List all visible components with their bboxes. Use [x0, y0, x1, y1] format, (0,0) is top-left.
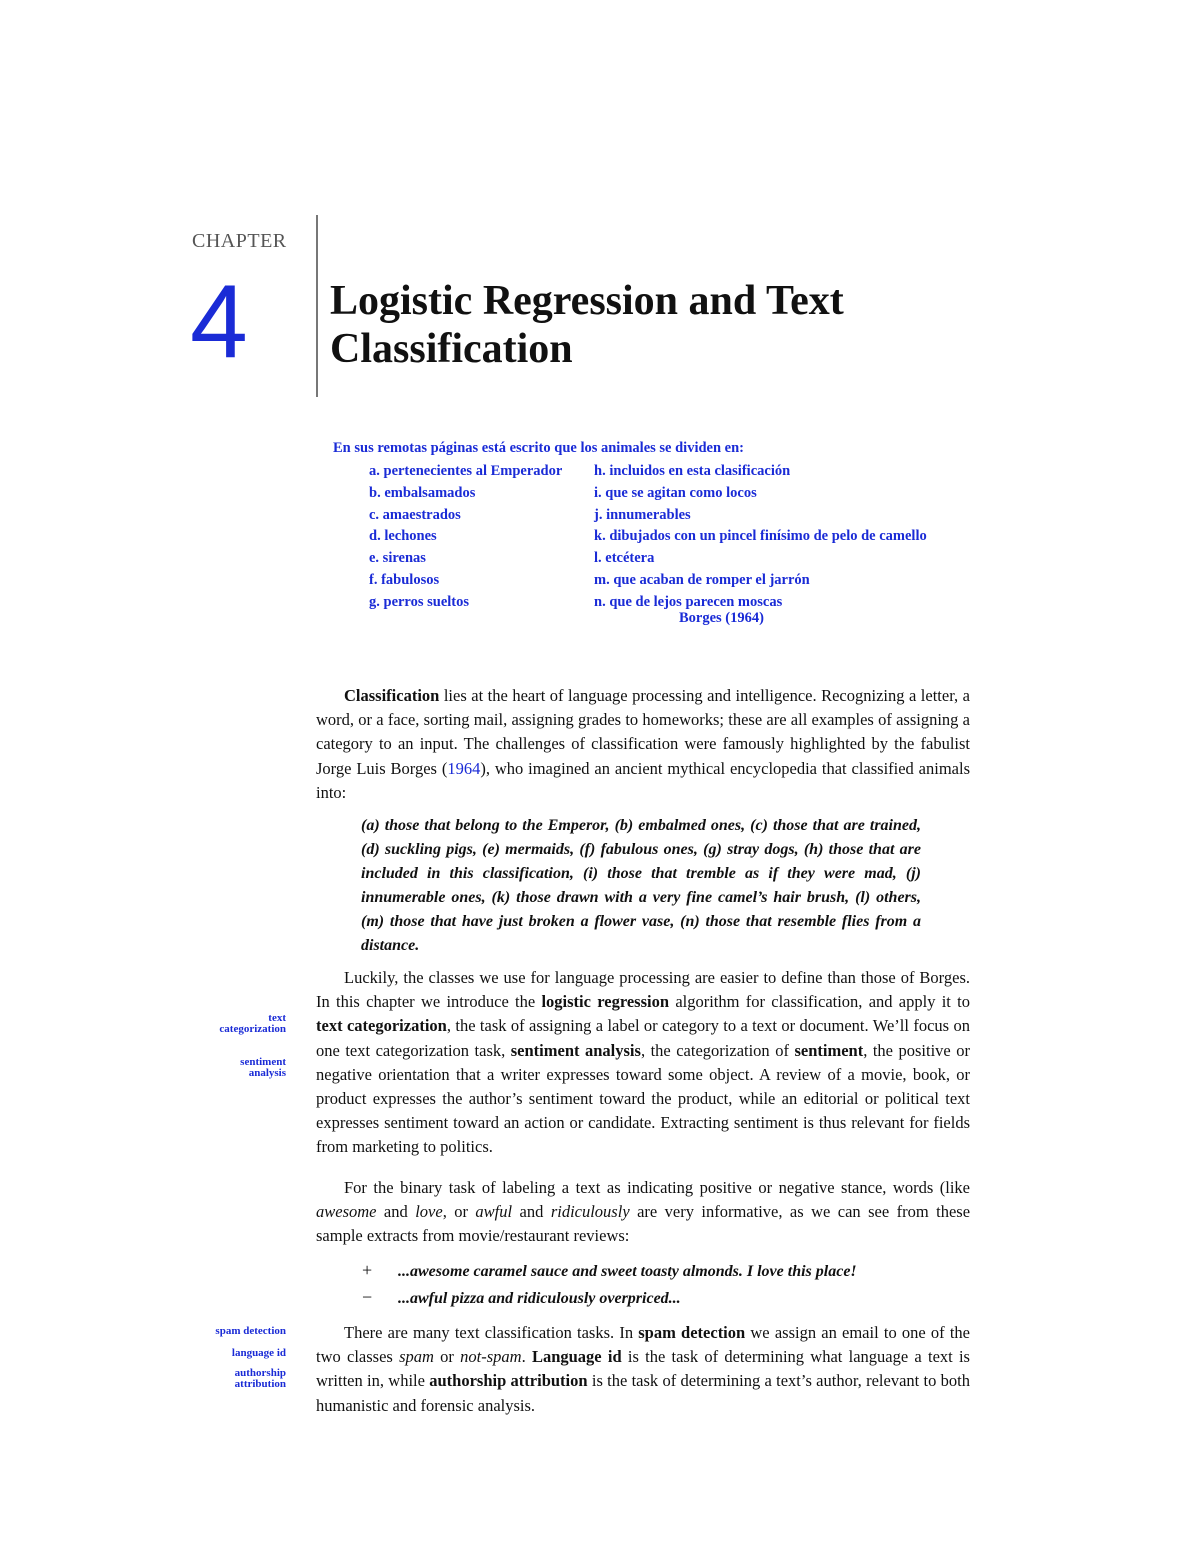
- paragraph-classification-tasks: [316, 1321, 970, 1418]
- keyword-logistic-regression: logistic regression: [541, 992, 670, 1012]
- para3-text: For the binary task of labeling a text as indicating positive or negative stance, words (like: [344, 1178, 970, 1197]
- citation-link[interactable]: 1964: [447, 758, 481, 778]
- para4-text: we assign an email to one of the two classes: [316, 1323, 970, 1367]
- keyword-classification: Classification: [344, 686, 440, 705]
- epigraph-item: h. incluidos en esta clasificación: [594, 463, 791, 479]
- margin-note-line: analysis: [248, 1067, 286, 1079]
- para2-text: , the positive or negative orientation that a writer expresses toward some object. A review of a movie, book, or product expresses the author’s sentiment toward the product, while an editorial or political text expresses sentiment toward an action or candidate. Extracting sentiment is thus relevant for fields from marketing to politics.: [316, 1040, 970, 1157]
- chapter-divider: [316, 215, 318, 397]
- example-negative: [362, 1287, 681, 1308]
- para3-text: are very informative, as we can see from these sample extracts from movie/restaurant reviews:: [316, 1202, 971, 1246]
- emphasis-love: love: [415, 1202, 443, 1222]
- para2-text: Luckily, the classes we use for language processing are easier to define than those of Borges. In this chapter we introduce the: [316, 968, 970, 1012]
- keyword-sentiment: sentiment: [794, 1040, 864, 1060]
- para4-text: or: [433, 1347, 461, 1367]
- para3-text: , or: [442, 1202, 476, 1222]
- para1-text-a: lies at the heart of language processing and intelligence. Recognizing a letter, a word, or a face, sorting mail, assigning grades to homeworks; these are all examples of assigning a category to an input. The challenges of classification were famously highlighted by the fabulist Jorge Luis Borges (: [316, 686, 970, 778]
- emphasis-awful: awful: [475, 1202, 513, 1222]
- emphasis-ridiculously: ridiculously: [550, 1202, 630, 1222]
- margin-note-line: sentiment: [240, 1056, 286, 1068]
- epigraph-item: k. dibujados con un pincel finísimo de pelo de camello: [594, 528, 927, 545]
- example-positive: [362, 1260, 857, 1281]
- epigraph-item: c. amaestrados: [369, 506, 461, 523]
- margin-note-line: authorship: [234, 1367, 286, 1379]
- para2-text: , the task of assigning a label or category to a text or document. We’ll focus on one text categorization task,: [316, 1016, 970, 1060]
- keyword-sentiment-analysis: sentiment analysis: [510, 1040, 641, 1060]
- epigraph-item: d. lechones: [369, 528, 437, 545]
- epigraph-item: l. etcétera: [594, 550, 655, 567]
- paragraph-binary-task: [316, 1176, 970, 1249]
- para2-text: , the categorization of: [640, 1040, 795, 1060]
- epigraph-item: e. sirenas: [369, 550, 426, 567]
- para4-text: is the task of determining a text’s author, relevant to both humanistic and forensic analysis.: [316, 1371, 970, 1415]
- keyword-language-id: Language id: [531, 1347, 622, 1367]
- para3-text: and: [376, 1202, 416, 1222]
- para1-text-b: ), who imagined an ancient mythical encyclopedia that classified animals into:: [316, 758, 970, 802]
- epigraph-right-column: [594, 461, 927, 614]
- epigraph-item: f. fabulosos: [369, 571, 440, 588]
- epigraph-source: Borges (1964): [679, 610, 764, 626]
- epigraph-item: i. que se agitan como locos: [594, 484, 757, 501]
- epigraph-left-column: [369, 461, 562, 614]
- chapter-number: 4: [190, 264, 248, 380]
- epigraph-item: n. que de lejos parecen moscas: [594, 593, 783, 610]
- example-text: ...awful pizza and ridiculously overpriced...: [398, 1290, 681, 1307]
- margin-note-language-id: language id: [231, 1347, 286, 1359]
- para2-text: algorithm for classification, and apply it to: [669, 992, 971, 1012]
- chapter-title: [330, 277, 1010, 373]
- margin-note-line: categorization: [219, 1023, 286, 1035]
- para4-text: is the task of determining what language a text is written in, while: [316, 1347, 970, 1391]
- epigraph-item: a. pertenecientes al Emperador: [369, 463, 563, 479]
- keyword-authorship-attribution: authorship attribution: [429, 1371, 588, 1391]
- chapter-title-line-1: Logistic Regression and Text: [330, 278, 844, 324]
- margin-note-spam-detection: spam detection: [215, 1325, 286, 1337]
- keyword-spam-detection: spam detection: [638, 1323, 746, 1342]
- borges-quote: (a) those that belong to the Emperor, (b) embalmed ones, (c) those that are trained, (d) suckling pigs, (e) mermaids, (f) fabulous ones, (g) stray dogs, (h) those that are included in this classification, (i) those that tremble as if they were mad, (j) innumerable ones, (k) those drawn with a very fine camel’s hair brush, (l) others, (m) those that have just broken a flower vase, (n) those that resemble flies from a distance.: [361, 817, 921, 954]
- margin-note-text-categorization: [219, 1013, 286, 1035]
- plus-sign: +: [362, 1260, 373, 1280]
- paragraph-text-categorization: [316, 966, 970, 1160]
- emphasis-not-spam: not-spam: [460, 1347, 522, 1367]
- margin-note-line: attribution: [234, 1378, 286, 1390]
- para3-text: and: [512, 1202, 551, 1222]
- minus-sign: −: [362, 1287, 373, 1307]
- epigraph-intro: En sus remotas páginas está escrito que los animales se dividen en:: [333, 440, 744, 456]
- epigraph-item: j. innumerables: [594, 506, 691, 523]
- margin-note-line: text: [268, 1012, 286, 1024]
- paragraph-classification: [316, 684, 970, 805]
- chapter-title-line-2: Classification: [330, 326, 573, 372]
- epigraph-item: g. perros sueltos: [369, 593, 470, 610]
- para4-text: .: [521, 1347, 532, 1367]
- margin-note-authorship-attribution: [235, 1368, 286, 1390]
- emphasis-spam: spam: [399, 1347, 434, 1367]
- para4-text: There are many text classification tasks. In: [344, 1323, 639, 1342]
- keyword-text-categorization: text categorization: [316, 1016, 447, 1036]
- example-text: ...awesome caramel sauce and sweet toasty almonds. I love this place!: [398, 1263, 857, 1280]
- emphasis-awesome: awesome: [316, 1202, 377, 1222]
- chapter-label: CHAPTER: [192, 230, 287, 252]
- epigraph-item: m. que acaban de romper el jarrón: [594, 571, 810, 588]
- margin-note-sentiment-analysis: [240, 1057, 286, 1079]
- epigraph-item: b. embalsamados: [369, 484, 476, 501]
